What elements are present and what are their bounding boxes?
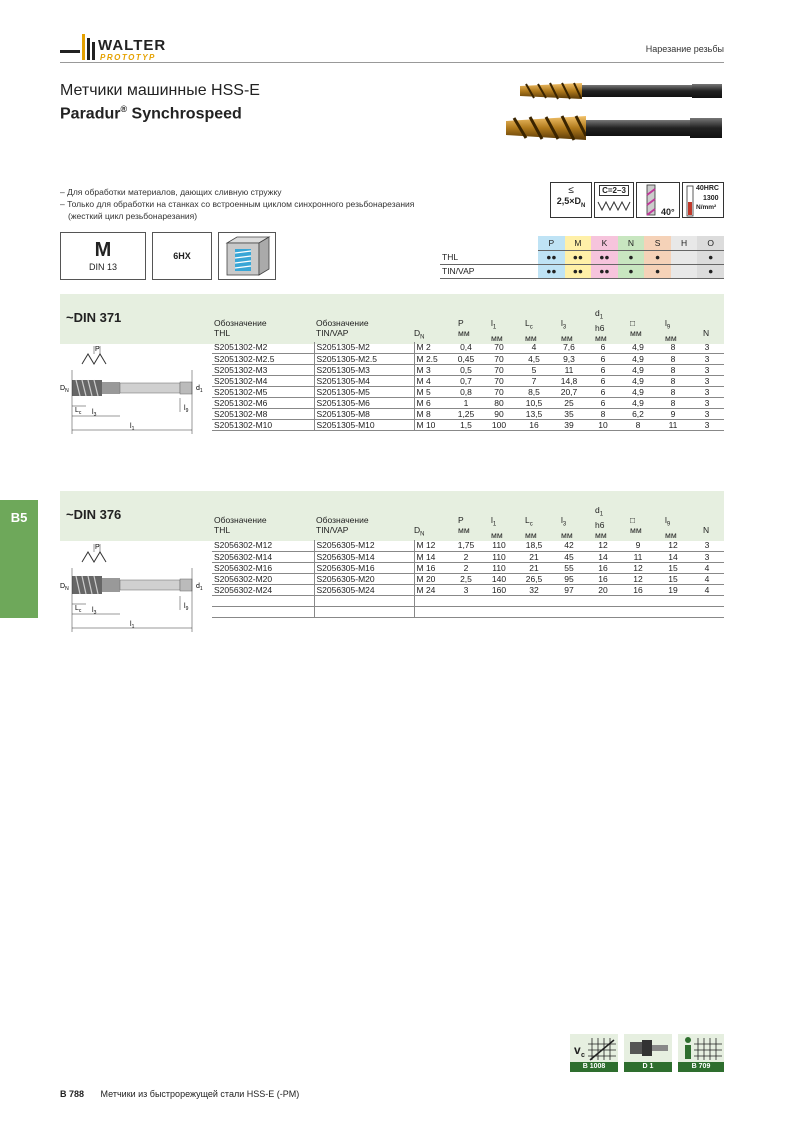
thread-profile-box: M DIN 13	[60, 232, 146, 280]
table-row: S2051302-M4 S2051305-M4 M 4 0,7 70 7 14,8 6 4,9 8 3	[212, 375, 724, 386]
col-code-tin: Обозначение TIN/VAP	[316, 515, 369, 535]
material-group-s: S	[644, 236, 671, 250]
svg-text:l9: $l_9$	[184, 405, 189, 414]
material-group-o: O	[697, 236, 724, 250]
col-n: N	[703, 525, 710, 535]
col-l1: $l_1$ мм	[491, 318, 503, 343]
svg-text:v: v	[574, 1043, 581, 1057]
table-row: S2056302-M24 S2056305-M24 M 24 3 160 32 97 20 16 19 4	[212, 584, 724, 595]
material-group-n: N	[618, 236, 645, 250]
col-dn: $D_N$	[414, 525, 425, 538]
material-row-thl: THL ●● ●● ●● ● ● ●	[440, 250, 724, 264]
col-l1: $l_1$ мм	[491, 515, 503, 540]
material-suitability-table	[440, 236, 724, 279]
table-row-empty	[212, 595, 724, 606]
material-group-m: M	[565, 236, 592, 250]
col-pitch: P мм	[458, 318, 470, 338]
ref-chuck[interactable]: D 1	[624, 1034, 672, 1072]
col-d1: $d_1$ h6 мм	[595, 308, 607, 343]
din376-header-band	[60, 491, 724, 541]
table-row: S2051302-M10 S2051305-M10 M 10 1,5 100 16 39 10 8 11 3	[212, 419, 724, 430]
material-row-tin: TIN/VAP ●● ●● ●● ● ● ●	[440, 264, 724, 278]
table-row: S2051302-M3 S2051305-M3 M 3 0,5 70 5 11 6 4,9 8 3	[212, 364, 724, 375]
table-row: S2056302-M16 S2056305-M16 M 16 2 110 21 55 16 12 15 4	[212, 562, 724, 573]
note-1: – Для обработки материалов, дающих сливную стружку	[60, 187, 282, 197]
table-row: S2056302-M20 S2056305-M20 M 20 2,5 140 26,5 95 16 12 15 4	[212, 573, 724, 584]
col-l9: $l_9$ мм	[665, 515, 677, 540]
din376-table	[212, 540, 724, 618]
col-l3: $l_3$ мм	[561, 318, 573, 343]
table-row: S2051302-M5 S2051305-M5 M 5 0,8 70 8,5 20,7 6 4,9 8 3	[212, 386, 724, 397]
chapter-tab[interactable]: B5	[0, 500, 38, 618]
notes	[60, 186, 460, 222]
col-n: N	[703, 328, 710, 338]
col-square: □ мм	[630, 515, 642, 535]
svg-text:40°: 40°	[661, 207, 675, 217]
thread-type-icon	[218, 232, 276, 280]
din371-header-band	[60, 294, 724, 344]
material-group-h: H	[671, 236, 698, 250]
col-lc: $L_c$ мм	[525, 318, 537, 343]
svg-text:l9: $l_9$	[184, 603, 189, 612]
ref-info[interactable]: B 709	[678, 1034, 724, 1072]
tolerance-box: 6HX	[152, 232, 212, 280]
table-row: S2056302-M14 S2056305-M14 M 14 2 110 21 45 14 11 14 3	[212, 551, 724, 562]
col-d1: $d_1$ h6 мм	[595, 505, 607, 540]
brand-text: WALTER	[98, 37, 167, 54]
hardness-icon: 40HRC 1300 N/mm²	[682, 182, 724, 218]
drawing-p-label: P	[95, 346, 100, 353]
note-3: (жесткий цикл резьбонарезания)	[68, 211, 198, 221]
din376-title: ~DIN 376	[66, 507, 122, 522]
ref-cutting-data[interactable]: v c B 1008	[570, 1034, 618, 1072]
svg-text:l1: $l_1$	[130, 423, 135, 432]
svg-text:d1: $d_1$	[196, 385, 203, 394]
footer	[60, 1089, 299, 1099]
page-number: B 788	[60, 1089, 85, 1099]
col-pitch: P мм	[458, 515, 470, 535]
col-code-tin: Обозначение TIN/VAP	[316, 318, 369, 338]
col-dn: $D_N$	[414, 328, 425, 341]
din371-title: ~DIN 371	[66, 310, 122, 325]
svg-text:c: c	[581, 1052, 585, 1059]
depth-icon: ≤ $2,5\times D_N$	[550, 182, 592, 218]
footer-text: Метчики из быстрорежущей стали HSS-E (-PM)	[100, 1089, 300, 1099]
svg-text:l3: $l_3$	[92, 607, 97, 616]
tap-image-short	[512, 80, 724, 102]
svg-text:DN: $D_N$	[60, 385, 69, 394]
col-code-thl: Обозначение THL	[214, 515, 267, 535]
svg-text:Lc: $L_c$	[75, 407, 82, 416]
chamfer-icon: C=2–3	[594, 182, 634, 218]
note-2: – Только для обработки на станках со встроенным циклом синхронного резьбонарезания	[60, 199, 415, 209]
col-lc: $L_c$ мм	[525, 515, 537, 540]
svg-text:Lc: $L_c$	[75, 605, 82, 614]
svg-text:DN: $D_N$	[60, 583, 69, 592]
product-name: Paradur® Synchrospeed	[60, 104, 242, 123]
table-row: S2051302-M2 S2051305-M2 M 2 0,4 70 4 7,6 6 4,9 8 3	[212, 342, 724, 353]
din376-tap-drawing	[60, 540, 210, 634]
sub-brand-text: PROTOTYP	[100, 53, 156, 62]
helix-angle-icon	[636, 182, 680, 218]
table-row: S2051302-M6 S2051305-M6 M 6 1 80 10,5 25 6 4,9 8 3	[212, 397, 724, 408]
svg-text:d1: $d_1$	[196, 583, 203, 592]
table-row-empty	[212, 606, 724, 617]
drawing-p-label: P	[95, 544, 100, 551]
svg-text:l3: $l_3$	[92, 409, 97, 418]
svg-text:l1: $l_1$	[130, 621, 135, 630]
col-l9: $l_9$ мм	[665, 318, 677, 343]
material-group-p: P	[538, 236, 565, 250]
din371-tap-drawing	[60, 342, 210, 436]
material-header-row	[440, 236, 724, 250]
header-divider	[60, 62, 724, 63]
table-row: S2051302-M8 S2051305-M8 M 8 1,25 90 13,5 35 8 6,2 9 3	[212, 408, 724, 419]
col-square: □ мм	[630, 318, 642, 338]
col-code-thl: Обозначение THL	[214, 318, 267, 338]
din371-table	[212, 342, 724, 431]
table-row: S2056302-M12 S2056305-M12 M 12 1,75 110 18,5 42 12 9 12 3	[212, 540, 724, 551]
col-l3: $l_3$ мм	[561, 515, 573, 540]
table-row: S2051302-M2.5 S2051305-M2.5 M 2.5 0,45 70 4,5 9,3 6 4,9 8 3	[212, 353, 724, 364]
section-label: Нарезание резьбы	[645, 44, 724, 54]
material-group-k: K	[591, 236, 618, 250]
page-title: Метчики машинные HSS-E	[60, 82, 260, 99]
tap-image-long	[500, 112, 724, 144]
